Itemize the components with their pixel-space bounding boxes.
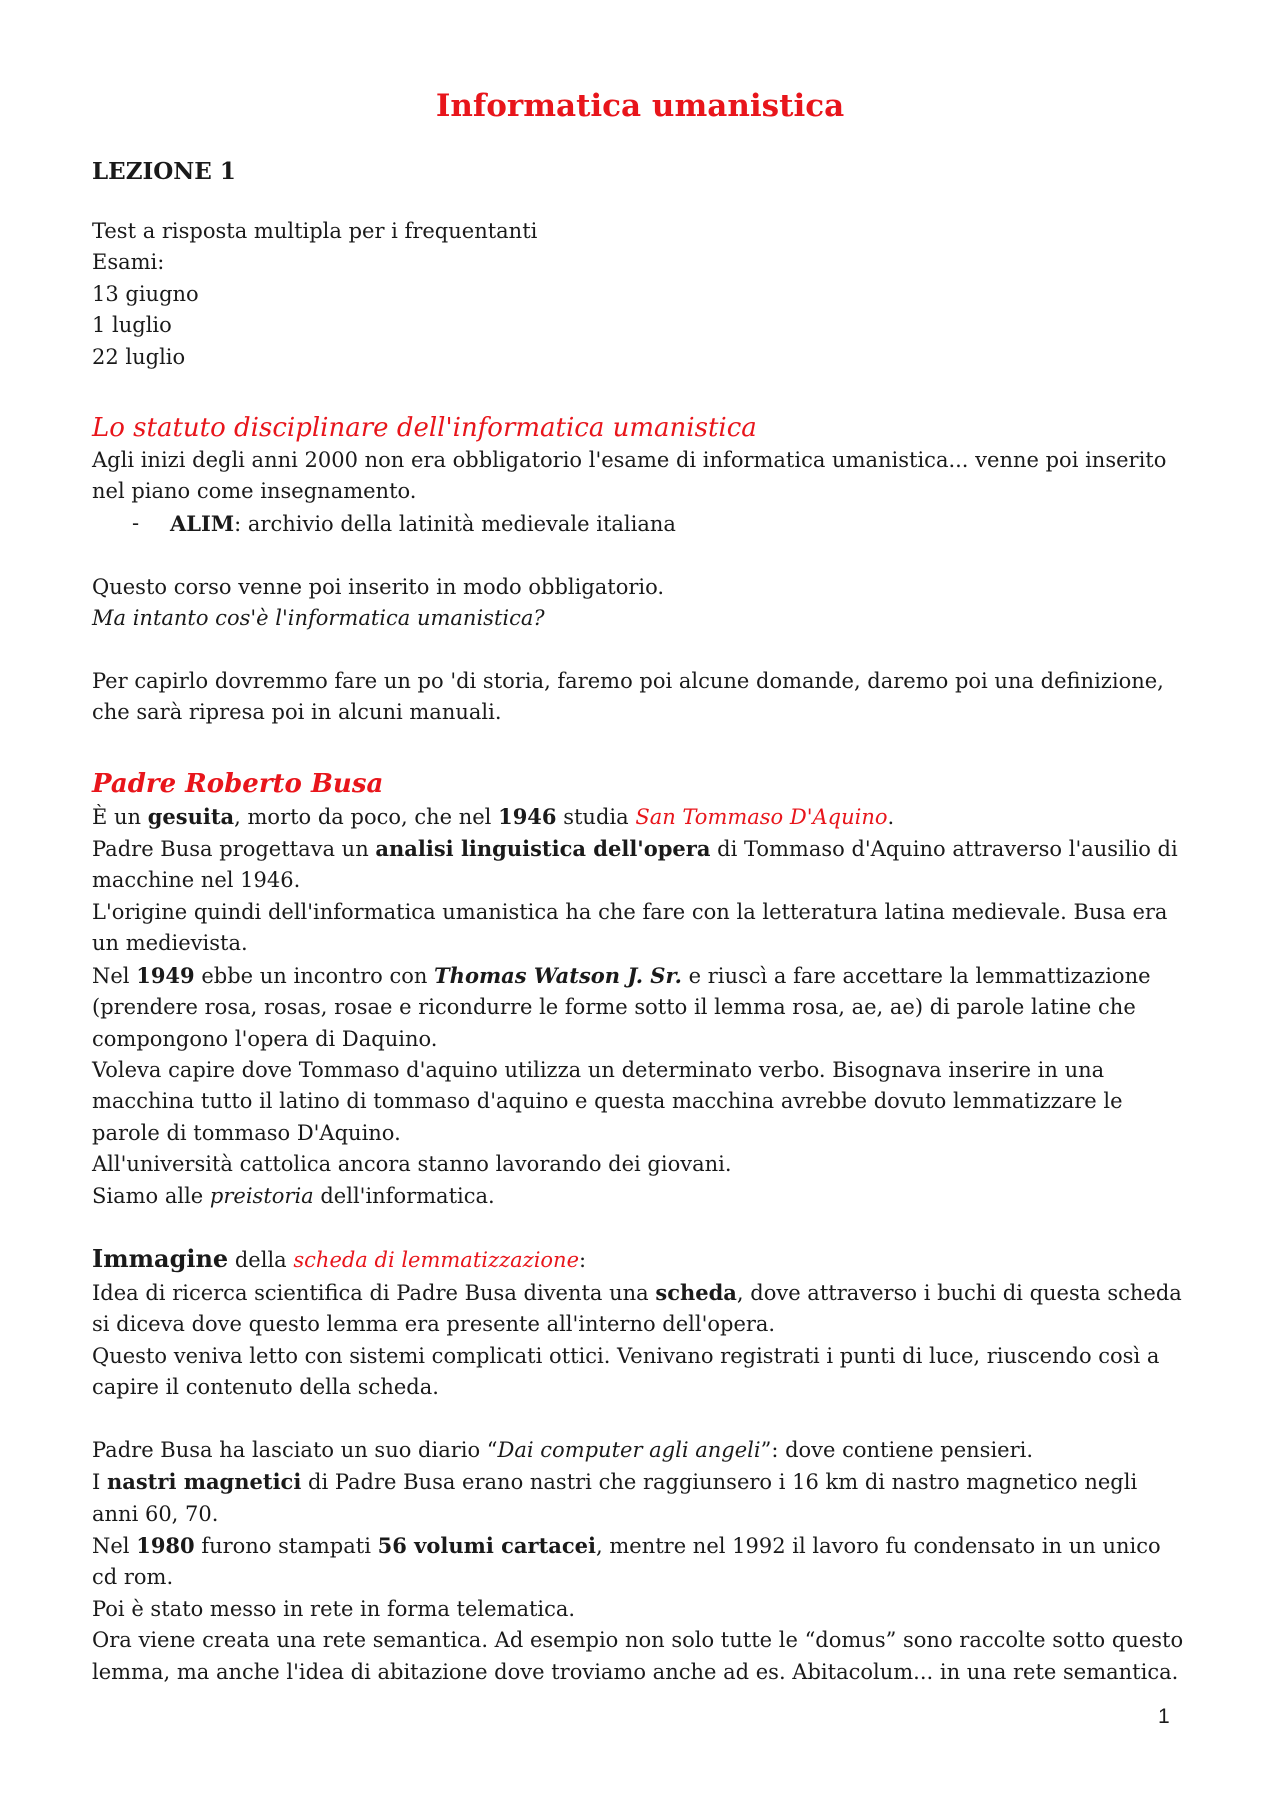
exam-date: 13 giugno — [92, 281, 199, 306]
text-bold: analisi linguistica dell'opera — [375, 836, 711, 862]
text-run: della — [228, 1248, 294, 1273]
text-bold: scheda — [655, 1279, 737, 1305]
text-run: È un — [92, 804, 148, 829]
list-item — [132, 508, 1188, 540]
intro-block — [92, 216, 1188, 373]
text-run: : — [579, 1248, 587, 1273]
text-run: Padre Busa ha lasciato un suo diario “ — [92, 1437, 498, 1462]
text-bold: 1949 — [136, 962, 195, 988]
text-run: e riuscì a fare accettare la lemmattizazione (prendere rosa, rosas, rosae e ricondurre le forme sotto il lemma rosa, ae, ae) di parole latine che compongono l'opera di Daquino. — [92, 963, 1151, 1051]
exam-date: 1 luglio — [92, 313, 172, 338]
text-run: dell'informatica. — [313, 1183, 495, 1208]
lesson-heading: LEZIONE 1 — [92, 158, 236, 185]
paragraph — [92, 960, 1188, 1055]
paragraph — [92, 833, 1188, 897]
subheading-immagine — [92, 1243, 1188, 1276]
bullet-list — [92, 508, 1188, 540]
text-italic: preistoria — [209, 1183, 314, 1208]
text-run: ”: dove contiene pensieri. — [760, 1437, 1034, 1462]
paragraph — [92, 801, 1188, 833]
paragraph: Poi è stato messo in rete in forma telematica. — [92, 1596, 576, 1621]
document-title: Informatica umanistica — [435, 88, 845, 124]
text-run: Siamo alle — [92, 1183, 210, 1208]
text-run: studia — [556, 804, 636, 829]
question-text: Ma intanto cos'è l'informatica umanistica? — [92, 606, 545, 631]
paragraph — [92, 1466, 1188, 1530]
text-run: Nel — [92, 1533, 137, 1558]
text-bold: Immagine — [92, 1244, 229, 1274]
term-alim: ALIM — [170, 510, 235, 536]
paragraph: L'origine quindi dell'informatica umanistica ha che fare con la letteratura latina medievale. Busa era un medievista. — [92, 899, 1168, 956]
paragraph — [92, 1435, 1188, 1466]
text-run: furono stampati — [194, 1533, 378, 1558]
paragraph — [92, 1277, 1188, 1341]
paragraph: Agli inizi degli anni 2000 non era obbligatorio l'esame di informatica umanistica... venne poi inserito nel piano come insegnamento. — [92, 448, 1167, 504]
text-bold: 1980 — [136, 1532, 195, 1558]
text-italic: Dai computer agli angeli — [497, 1437, 761, 1462]
text-run: , mentre nel 1992 il lavoro fu condensato in un unico cd rom. — [92, 1533, 1161, 1590]
intro-line: Test a risposta multipla per i frequentanti — [92, 219, 538, 243]
text-bold: gesuita — [147, 803, 235, 829]
text-run: Nel — [92, 963, 137, 988]
text-bold: 1946 — [498, 803, 557, 829]
paragraph: Ora viene creata una rete semantica. Ad esempio non solo tutte le “domus” sono raccolte sotto questo lemma, ma anche l'idea di abitazione dove troviamo anche ad es. Abitacolum... in una rete semantica. — [92, 1628, 1184, 1684]
text-bold: 56 volumi cartacei — [377, 1532, 596, 1558]
list-dash: - — [132, 510, 140, 535]
text-highlight: San Tommaso D'Aquino — [635, 804, 888, 829]
section-heading-statuto: Lo statuto disciplinare dell'informatica umanistica — [92, 413, 757, 444]
paragraph — [92, 1530, 1188, 1594]
text-run: . — [887, 804, 895, 829]
exams-label: Esami: — [92, 250, 165, 275]
paragraph — [92, 1181, 1188, 1212]
document-page — [92, 86, 1188, 1688]
section-heading-busa: Padre Roberto Busa — [92, 768, 384, 799]
text-highlight: scheda di lemmatizzazione — [293, 1248, 580, 1273]
text-run: Padre Busa progettava un — [92, 837, 376, 862]
paragraph: Voleva capire dove Tommaso d'aquino utilizza un determinato verbo. Bisognava inserire in una macchina tutto il latino di tommaso d'aquino e questa macchina avrebbe dovuto lemmatizzare le parole di tommaso D'Aquino. — [92, 1057, 1123, 1145]
exam-date: 22 luglio — [92, 344, 186, 369]
term-definition: : archivio della latinità medievale italiana — [234, 511, 676, 536]
paragraph: Questo corso venne poi inserito in modo obbligatorio. — [92, 574, 665, 599]
text-run: di Tommaso d'Aquino attraverso l'ausilio di macchine nel 1946. — [92, 837, 1178, 893]
paragraph: Questo veniva letto con sistemi complicati ottici. Venivano registrati i punti di luce, riuscendo così a capire il contenuto della scheda. — [92, 1343, 1160, 1399]
text-run: ebbe un incontro con — [194, 963, 435, 988]
text-bold-italic: Thomas Watson J. Sr. — [434, 962, 682, 988]
paragraph: All'università cattolica ancora stanno lavorando dei giovani. — [92, 1152, 732, 1177]
text-run: , morto da poco, che nel — [234, 804, 499, 829]
paragraph: Per capirlo dovremmo fare un po 'di storia, faremo poi alcune domande, daremo poi una definizione, che sarà ripresa poi in alcuni manuali. — [92, 668, 1164, 725]
text-run: Idea di ricerca scientifica di Padre Busa diventa una — [92, 1280, 656, 1305]
text-run: di Padre Busa erano nastri che raggiunsero i 16 km di nastro magnetico negli anni 60, 70. — [92, 1470, 1138, 1526]
page-number: 1 — [1158, 1705, 1170, 1728]
text-bold: nastri magnetici — [106, 1469, 302, 1495]
text-run: I — [92, 1470, 107, 1495]
text-run: , dove attraverso i buchi di questa scheda si diceva dove questo lemma era presente all'interno dell'opera. — [92, 1280, 1182, 1337]
question — [92, 603, 1188, 634]
